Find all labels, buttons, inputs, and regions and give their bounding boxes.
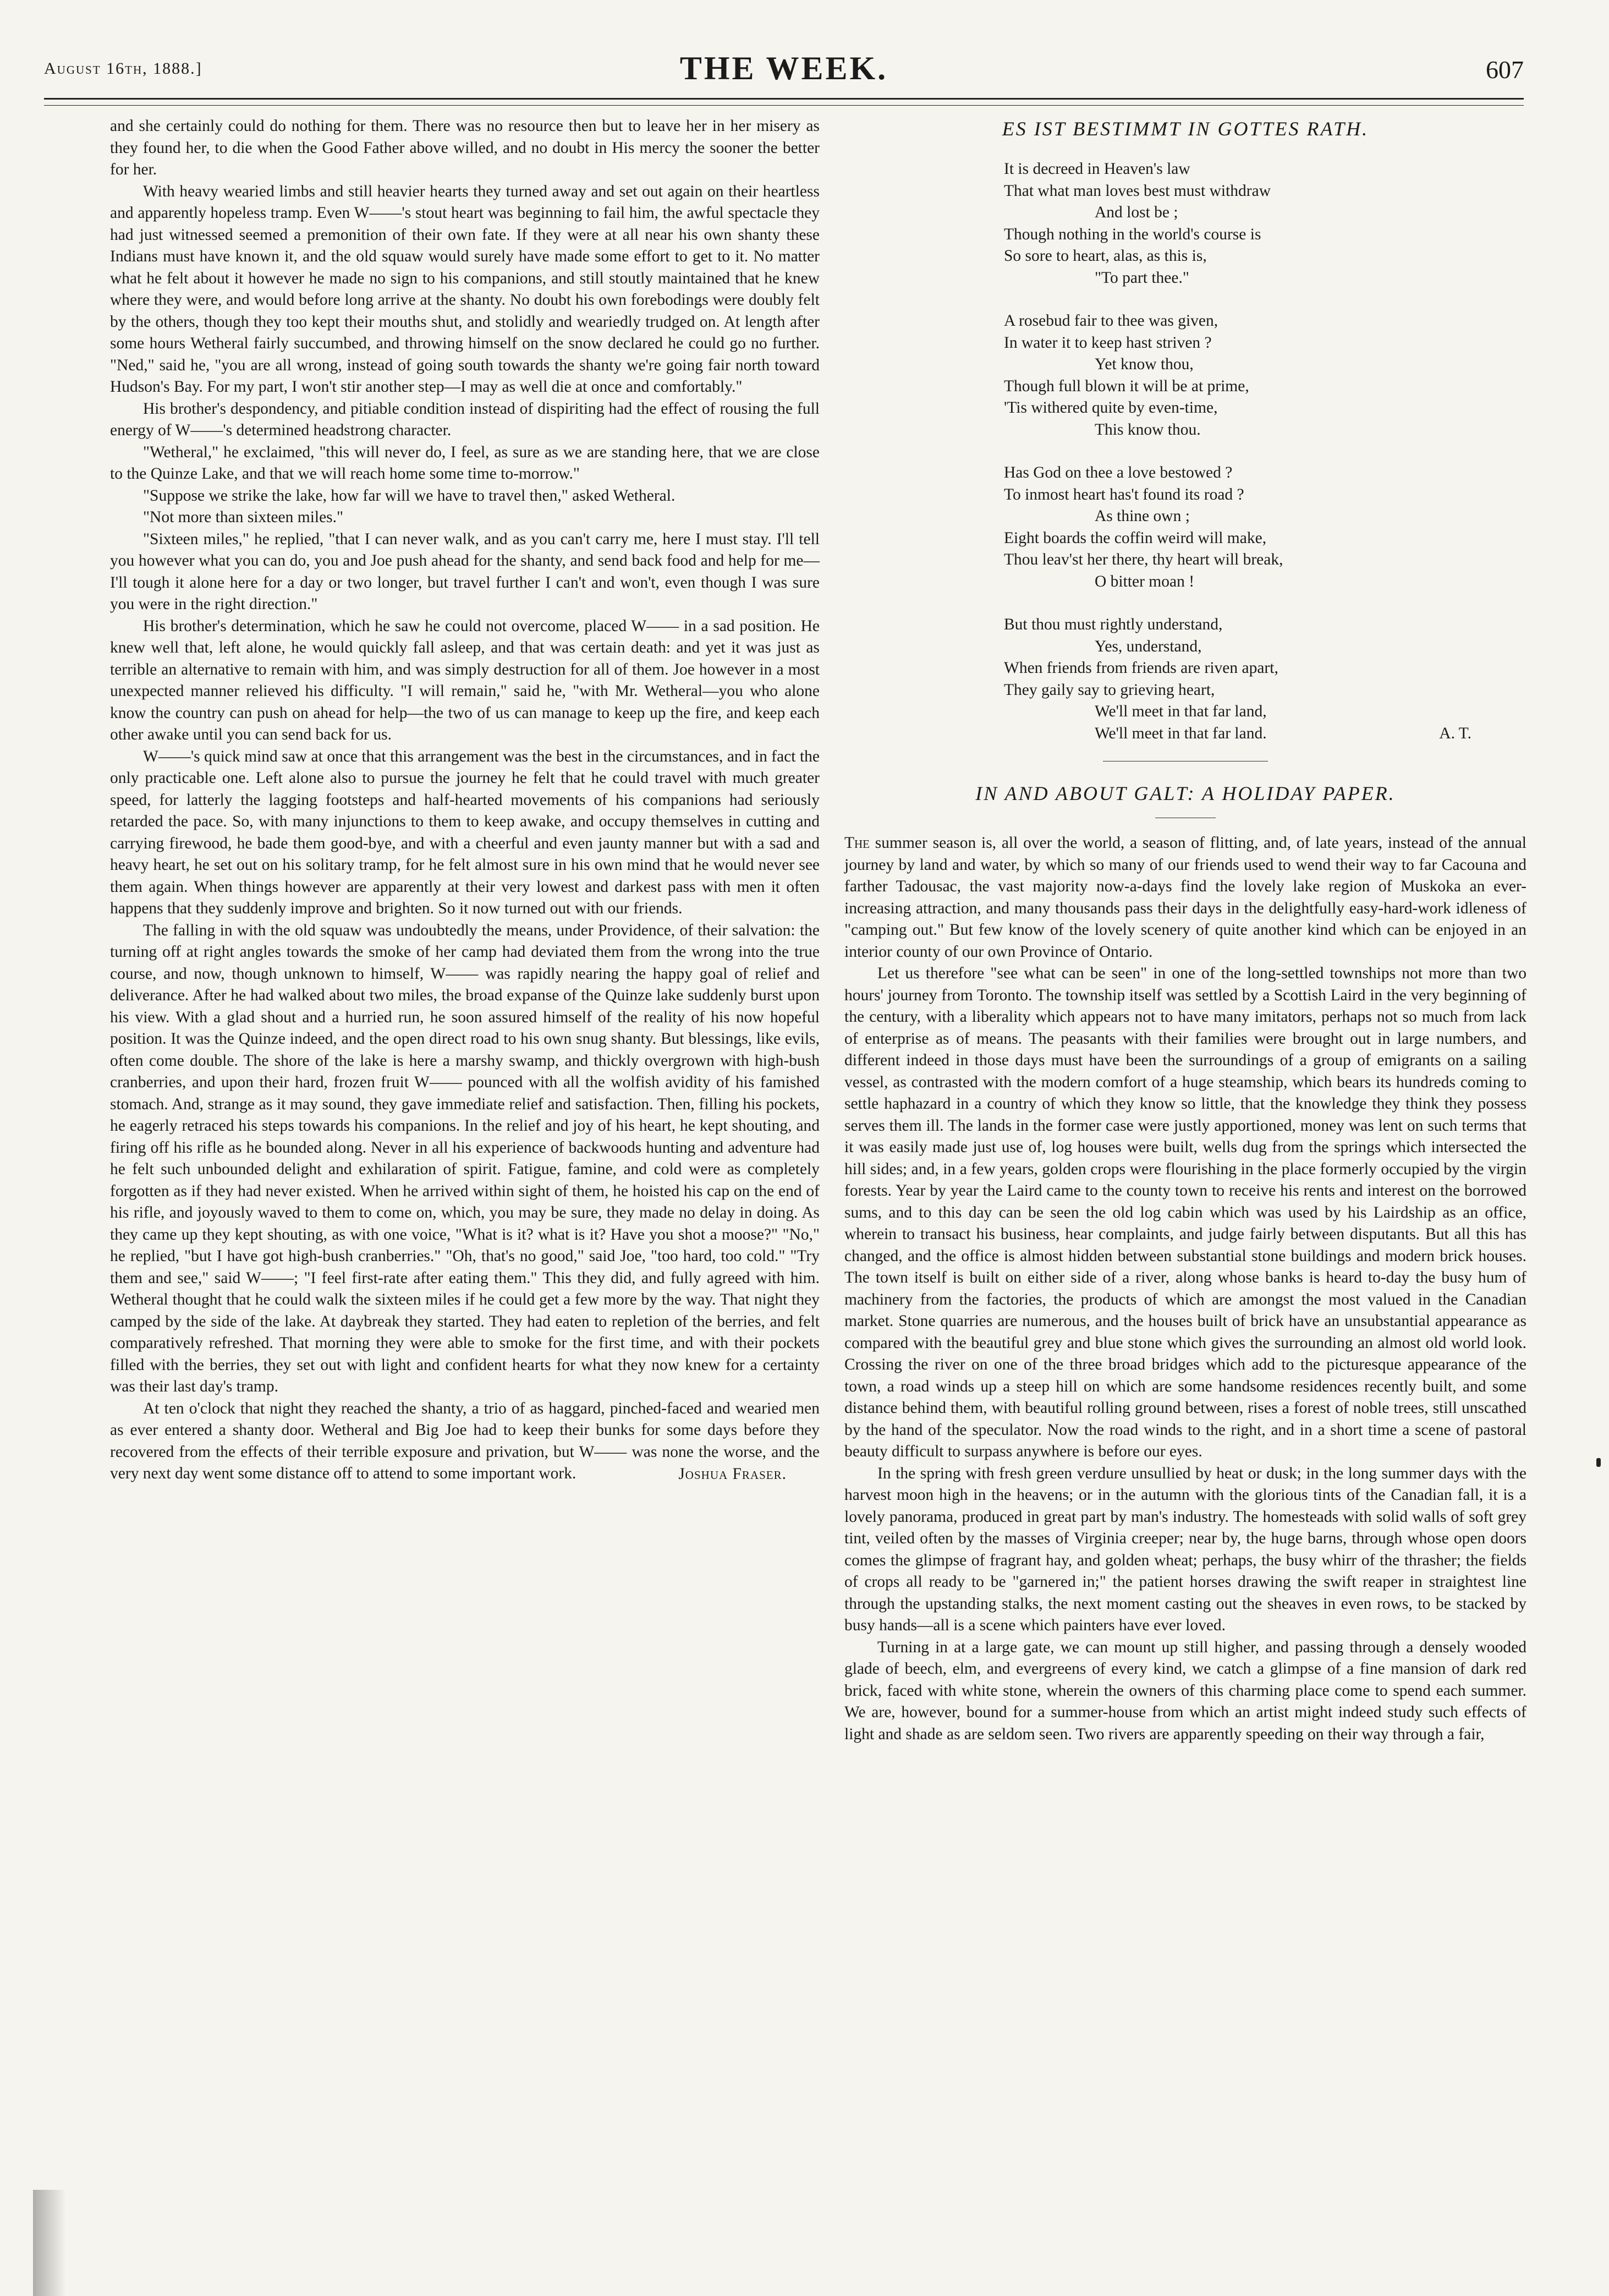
poem-line: And lost be ;: [1095, 204, 1178, 221]
poem-line: As thine own ;: [1095, 507, 1190, 525]
poem-stanza: [1004, 310, 1526, 441]
poem-line: In water it to keep hast striven ?: [1004, 333, 1212, 352]
poem-line: Has God on thee a love bestowed ?: [1004, 464, 1233, 481]
poem-line: Though full blown it will be at prime,: [1004, 377, 1249, 395]
poem-line: Yes, understand,: [1095, 637, 1202, 655]
poem-line: O bitter moan !: [1095, 572, 1195, 590]
paragraph: [844, 832, 1526, 963]
poem-line: We'll meet in that far land.: [1095, 724, 1267, 742]
article-title: IN AND ABOUT GALT: A HOLIDAY PAPER.: [975, 782, 1396, 804]
lead-text: summer season is, all over the world, a season of flitting, and, of late years, instead of the annual journey by land and water, by which so many of our friends used to wend their way to far Cacouna and farther Tadousac, the vast majority now-a-days find the lovely lake region of Muskoka an ever-increasing attraction, and many thousands pass their days in the delightfully easy-hard-work idleness of "camping out." But few know of the lovely scenery of quite another kind which can be enjoyed in an interior county of our own Province of Ontario.: [844, 834, 1526, 961]
paragraph: "Sixteen miles," he replied, "that I can never walk, and as you can't carry me, here I must stay. I'll tell you however what you can do, you and Joe push ahead for the shanty, and send back food and help for me—I'll tough it alone here for a day or two longer, but travel further I can't and won't, even though I was sure you were in the right direction.": [110, 530, 820, 613]
poem-line: Thou leav'st her there, thy heart will break,: [1004, 551, 1283, 568]
paragraph: In the spring with fresh green verdure unsullied by heat or dusk; in the long summer days with the harvest moon high in the heavens; or in the autumn with the glorious tints of the Canadian fall, it is a lovely panorama, produced in great part by man's industry. The homesteads with solid walls of soft grey tint, veiled often by the masses of Virginia creeper; near by, the huge barns, through whose open doors comes the glimpse of fragrant hay, and golden wheat; perhaps, the busy whirr of the thrasher; the fields of crops all ready to be "garnered in;" the patient horses drawing the swift reaper in straightest line through the upstanding stalks, the next moment casting out the sheaves in even rows, to be stacked by busy hands—all is a scene which painters have ever loved.: [844, 1464, 1526, 1634]
poem-line: It is decreed in Heaven's law: [1004, 160, 1190, 178]
paragraph: His brother's determination, which he saw he could not overcome, placed W—— in a sad position. He knew well that, left alone, he would quickly fall asleep, and that was certain death: and yet it was just as terrible an alternative to remain with him, and was simply destruction for all of them. Joe however in a most unexpected manner relieved his difficulty. "I will remain," said he, "with Mr. Wetheral—you who alone know the country can push on ahead for help—the two of us can manage to keep up the fire, and keep each other awake until you can send back for us.: [110, 617, 820, 743]
publication-title: THE WEEK.: [679, 50, 888, 86]
page-number: 607: [1486, 56, 1524, 84]
paragraph: With heavy wearied limbs and still heavier hearts they turned away and set out again on their heartless and apparently hopeless tramp. Even W——'s stout heart was beginning to fail him, the awful spectacle they had just witnessed seemed a premonition of their own fate. If they were at all near his own shanty these Indians must have known it, and the old squaw would surely have made some effort to get to it. No matter what he felt about it however he made no sign to his companions, and still stoutly maintained that he knew where they were, and would before long arrive at the shanty. No doubt his own forebodings were doubly felt by the others, though they too kept their mouths shut, and stolidly and weariedly trudged on. At length after some hours Wetheral fairly succumbed, and throwing himself on the snow declared he could go no further. "Ned," said he, "you are all wrong, instead of going south towards the shanty we're going fair north toward Hudson's Bay. For my part, I won't stir another step—I may as well die at once and comfortably.": [110, 182, 820, 396]
poem-line: Yet know thou,: [1095, 355, 1194, 373]
paragraph: "Not more than sixteen miles.": [143, 508, 344, 526]
poem-line: So sore to heart, alas, as this is,: [1004, 247, 1207, 265]
masthead-rule: [44, 98, 1524, 106]
poem-line: This know thou.: [1095, 420, 1201, 439]
paragraph: "Suppose we strike the lake, how far will we have to travel then," asked Wetheral.: [143, 486, 676, 505]
poem-line: 'Tis withered quite by even-time,: [1004, 399, 1218, 417]
paragraph: His brother's despondency, and pitiable condition instead of dispiriting had the effect of rousing the full energy of W——'s determined headstrong character.: [110, 399, 820, 439]
author-signature: Joshua Fraser.: [678, 1465, 787, 1483]
paragraph: At ten o'clock that night they reached the shanty, a trio of as haggard, pinched-faced and wearied men as ever entered a shanty door. Wetheral and Big Joe had to keep their bunks for some days before they recovered from the effects of their terrible exposure and privation, but W—— was none the worse, and the very next day went some distance off to attend to some important work.: [110, 1399, 820, 1482]
paragraph: Let us therefore "see what can be seen" in one of the long-settled townships not more than two hours' journey from Toronto. The township itself was settled by a Scottish Laird in the very beginning of the century, with a liberality which appears not to have many imitators, perhaps not so much from lack of enterprise as of means. The peasants with their families were brought out in large numbers, and different indeed in those days must have been the surroundings of a group of emigrants on a sailing vessel, as contrasted with the modern comfort of a huge steamship, which bears its hundreds coming to settle haphazard in a country of which they know so little, that the knowledge they think they possess serves them ill. The lands in the former case were justly apportioned, money was lent on such terms that it was easily made just use of, log houses were built, wells dug from the springs which intersected the hill sides; and, in a few years, golden crops were flourishing in the place formerly occupied by the virgin forests. Year by year the Laird came to the county town to receive his rents and interest on the borrowed sums, and to this day can be seen the old log cabin which was used by his Lairdship as an office, wherein to transact his business, hear complaints, and judge fairly between disputants. But all this has changed, and the office is almost hidden between substantial stone buildings and modern brick houses. The town itself is built on either side of a river, along whose banks is heard to-day the busy hum of machinery from the factories, the products of which are amongst the most valued in the Canadian market. Stone quarries are numerous, and the houses built of brick have an unsubstantial appearance as compared with the beautiful grey and blue stone which gives the surrounding an almost old world look. Crossing the river on one of the three broad bridges which add to the picturesque appearance of the town, a road winds up a steep hill on which are some handsome residences recently built, and some distance behind them, with beautiful rolling ground between, rises a forest of noble trees, still unscathed by the hand of the speculator. Now the road winds to the right, and in a short time a scene of pastoral beauty difficult to surpass anywhere is before our eyes.: [844, 965, 1526, 1460]
issue-date: August 16th, 1888.]: [44, 59, 202, 78]
left-column: [110, 116, 820, 1485]
paragraph: W——'s quick mind saw at once that this arrangement was the best in the circumstances, and in fact the only practicable one. Left alone also to pursue the journey he felt that he could travel with much greater speed, for latterly the lagging footsteps and half-hearted movements of his companions had seriously retarded the pace. So, with many injunctions to them to keep awake, and occupy themselves in cutting and carrying firewood, he bade them good-bye, and with a cheerful and even jaunty manner but with a sad and heavy heart, he set out on his solitary tramp, for he felt almost sure in his own mind that he would never see them again. When things however are apparently at their very lowest and darkest pass with men it often happens that they suddenly improve and brighten. So it now turned out with our friends.: [110, 747, 820, 917]
masthead: [44, 50, 1524, 99]
poem-line: But thou must rightly understand,: [1004, 616, 1223, 633]
page-edge-shadow: [33, 2190, 66, 2296]
poem-title: ES IST BESTIMMT IN GOTTES RATH.: [1002, 118, 1369, 140]
poem-line: "To part thee.": [1095, 268, 1189, 287]
poem-line: Eight boards the coffin weird will make,: [1004, 529, 1267, 547]
poem-body: [844, 158, 1526, 744]
poem-line: When friends from friends are riven apart,: [1004, 659, 1278, 677]
poem-line: Though nothing in the world's course is: [1004, 225, 1261, 243]
paragraph: The falling in with the old squaw was undoubtedly the means, under Providence, of their salvation: the turning off at right angles towards the smoke of her camp had deviated them from the wrong into the true course, and now, though unknown to himself, W—— was rapidly nearing the happy goal of relief and deliverance. After he had walked about two miles, the broad expanse of the Quinze lake suddenly burst upon his view. With a glad shout and a hurried run, he soon assured himself of the reality of his now hopeful position. It was the Quinze indeed, and the open direct road to his own snug shanty. But blessings, like evils, often come double. The shore of the lake is here a marshy swamp, and thickly overgrown with high-bush cranberries, and upon their hard, frozen fruit W—— pounced with all the wolfish avidity of his famished stomach. And, strange as it may sound, they gave immediate relief and satisfaction. Then, filling his pockets, he eagerly retraced his steps towards his companions. In the relief and joy of his heart, he kept shouting, and firing off his rifle as he bounded along. Never in all his experience of backwoods hunting and adventure had he felt such unbounded delight and exhilaration of spirit. Fatigue, famine, and cold were as completely forgotten as if they had never existed. When he arrived within sight of them, he hoisted his cap on the end of his rifle, and joyously waved to them to come on, which, you may be sure, they made no delay in doing. As they came up they kept shouting, as with one voice, "What is it? what is it? Have you shot a moose?" "No," he replied, "but I have got high-bush cranberries." "Oh, that's no good," said Joe, "too hard, too cold." "Try them and see," said W——; "I feel first-rate after eating them." This they did, and fully agreed with him. Wetheral thought that he could walk the sixteen miles if he could get a few more by the way. That night they camped by the side of the lake. At daybreak they started. They had eaten to repletion of the berries, and felt comparatively refreshed. That morning they were able to smoke for the first time, and with their pockets filled with the berries, they set out with light and confident hearts for what they now knew for a certainty was their last day's tramp.: [110, 921, 820, 1395]
poem-line: They gaily say to grieving heart,: [1004, 681, 1215, 699]
right-column: [844, 116, 1526, 1745]
paragraph: Turning in at a large gate, we can mount up still higher, and passing through a densely wooded glade of beech, elm, and evergreens of every kind, we catch a glimpse of a fine mansion of dark red brick, faced with white stone, wherein the owners of this charming place come to spend each summer. We are, however, bound for a summer-house from which an artist might indeed study such effects of light and shade as are seldom seen. Two rivers are apparently speeding on their way through a fair,: [844, 1638, 1526, 1743]
poem-stanza: [1004, 462, 1526, 593]
margin-ink-mark: [1596, 1458, 1601, 1467]
lead-word: The: [844, 834, 870, 852]
paragraph: "Wetheral," he exclaimed, "this will never do, I feel, as sure as we are standing here, that we are close to the Quinze Lake, and that we will reach home some time to-morrow.": [110, 443, 820, 483]
poem-line: To inmost heart has't found its road ?: [1004, 485, 1244, 503]
poem-line: A rosebud fair to thee was given,: [1004, 312, 1218, 330]
poem-stanza: [1004, 614, 1526, 744]
poem-last-line-row: [1004, 723, 1526, 745]
poem-line: That what man loves best must withdraw: [1004, 182, 1271, 200]
poem-stanza: [1004, 158, 1526, 289]
poem-line: We'll meet in that far land,: [1095, 703, 1267, 720]
poem-signature: A. T.: [1439, 724, 1471, 742]
paragraph: and she certainly could do nothing for them. There was no resource then but to leave her in her misery as they found her, to die when the Good Father above willed, and no doubt in His mercy the sooner the better for her.: [110, 117, 820, 178]
